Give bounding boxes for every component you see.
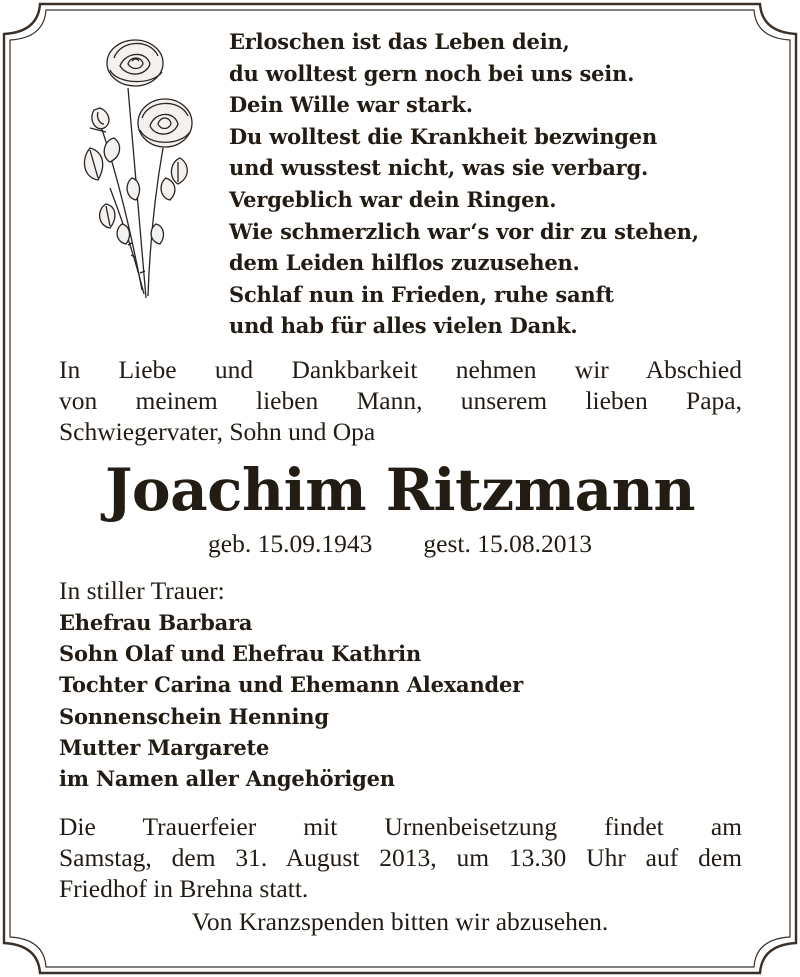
poem-line: und wusstest nicht, was sie verbarg. — [229, 155, 649, 181]
birth-date: geb. 15.09.1943 — [208, 529, 373, 558]
poem-line: und hab für alles vielen Dank. — [229, 313, 578, 339]
deceased-name: Joachim Ritzmann — [104, 456, 696, 524]
poem-line: Dein Wille war stark. — [229, 92, 473, 118]
intro-line: von meinem lieben Mann, unserem lieben Papa, — [59, 385, 742, 415]
life-dates — [0, 528, 800, 560]
rose-illustration-icon — [70, 28, 200, 306]
mourner: Ehefrau Barbara — [59, 610, 253, 635]
closing-note: Von Kranzspenden bitten wir abzusehen. — [191, 907, 609, 936]
farewell-intro — [59, 355, 742, 447]
service-line: Die Trauerfeier mit Urnenbeisetzung findet am — [59, 812, 742, 841]
poem-line: Vergeblich war dein Ringen. — [229, 186, 557, 212]
intro-line: Schwiegervater, Sohn und Opa — [59, 416, 376, 446]
poem-line: Schlaf nun in Frieden, ruhe sanft — [229, 281, 614, 307]
poem-line: dem Leiden hilflos zuzusehen. — [229, 250, 580, 276]
mourner: Mutter Margarete — [59, 734, 270, 760]
service-line: Friedhof in Brehna statt. — [59, 873, 309, 903]
poem-line: Erloschen ist das Leben dein, — [229, 29, 570, 54]
service-line: Samstag, dem 31. August 2013, um 13.30 Uhr auf dem — [59, 842, 742, 872]
mourner: Tochter Carina und Ehemann Alexander — [59, 672, 524, 698]
mourners-list — [59, 607, 523, 794]
poem-line: Wie schmerzlich war‘s vor dir zu stehen, — [229, 218, 699, 244]
mourner: Sohn Olaf und Ehefrau Kathrin — [59, 641, 422, 667]
poem — [229, 26, 769, 342]
poem-line: Du wolltest die Krankheit bezwingen — [229, 123, 658, 149]
mourning-label: In stiller Trauer: — [59, 576, 225, 605]
funeral-service-info — [59, 812, 742, 904]
death-date: gest. 15.08.2013 — [423, 529, 592, 558]
intro-line: In Liebe und Dankbarkeit nehmen wir Abschied — [59, 355, 742, 384]
mourner: im Namen aller Angehörigen — [59, 766, 395, 792]
mourner: Sonnenschein Henning — [59, 703, 329, 729]
poem-line: du wolltest gern noch bei uns sein. — [229, 60, 635, 86]
